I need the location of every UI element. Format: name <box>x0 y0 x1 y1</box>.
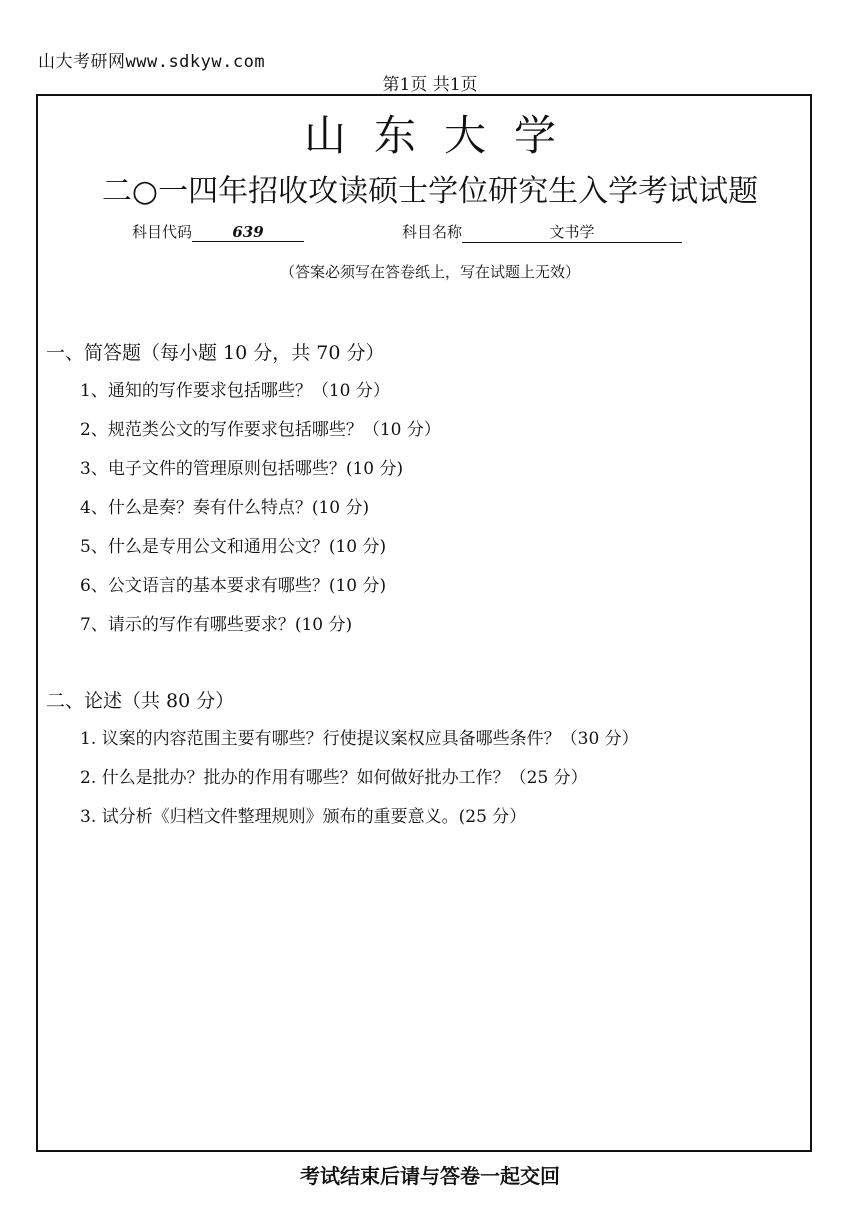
section1-heading: 一、简答题（每小题 10 分，共 70 分） <box>46 342 385 364</box>
question-item: 3、电子文件的管理原则包括哪些？(10 分) <box>80 459 404 479</box>
answer-notice: （答案必须写在答卷纸上，写在试题上无效） <box>279 263 580 281</box>
subject-name <box>402 221 682 243</box>
question-item: 1. 议案的内容范围主要有哪些？行使提议案权应具备哪些条件？（30 分） <box>80 729 639 749</box>
page-number: 第1页 共1页 <box>382 75 478 95</box>
section2-heading: 二、论述（共 80 分） <box>46 690 235 712</box>
question-item: 7、请示的写作有哪些要求？(10 分) <box>80 615 353 635</box>
question-item: 6、公文语言的基本要求有哪些？(10 分) <box>80 576 387 596</box>
footer-instruction: 考试结束后请与答卷一起交回 <box>300 1164 560 1188</box>
question-item: 2. 什么是批办？批办的作用有哪些？如何做好批办工作？（25 分） <box>80 768 588 788</box>
question-item: 5、什么是专用公文和通用公文？(10 分) <box>80 537 387 557</box>
subject-name-label: 科目名称 <box>402 223 463 241</box>
subject-code <box>132 221 304 242</box>
subject-code-label: 科目代码 <box>132 223 193 241</box>
question-item: 4、什么是奏？奏有什么特点？(10 分) <box>80 498 370 518</box>
university-title: 山东大学 <box>303 111 584 160</box>
question-item: 2、规范类公文的写作要求包括哪些？（10 分） <box>80 420 441 440</box>
watermark-text: 山大考研网www.sdkyw.com <box>38 52 266 72</box>
exam-title: 二○一四年招收攻读硕士学位研究生入学考试试题 <box>101 174 759 209</box>
subject-code-value: 639 <box>192 223 304 242</box>
subject-name-value: 文书学 <box>462 221 682 243</box>
question-item: 3. 试分析《归档文件整理规则》颁布的重要意义。(25 分） <box>80 807 527 827</box>
question-item: 1、通知的写作要求包括哪些？（10 分） <box>80 381 390 401</box>
